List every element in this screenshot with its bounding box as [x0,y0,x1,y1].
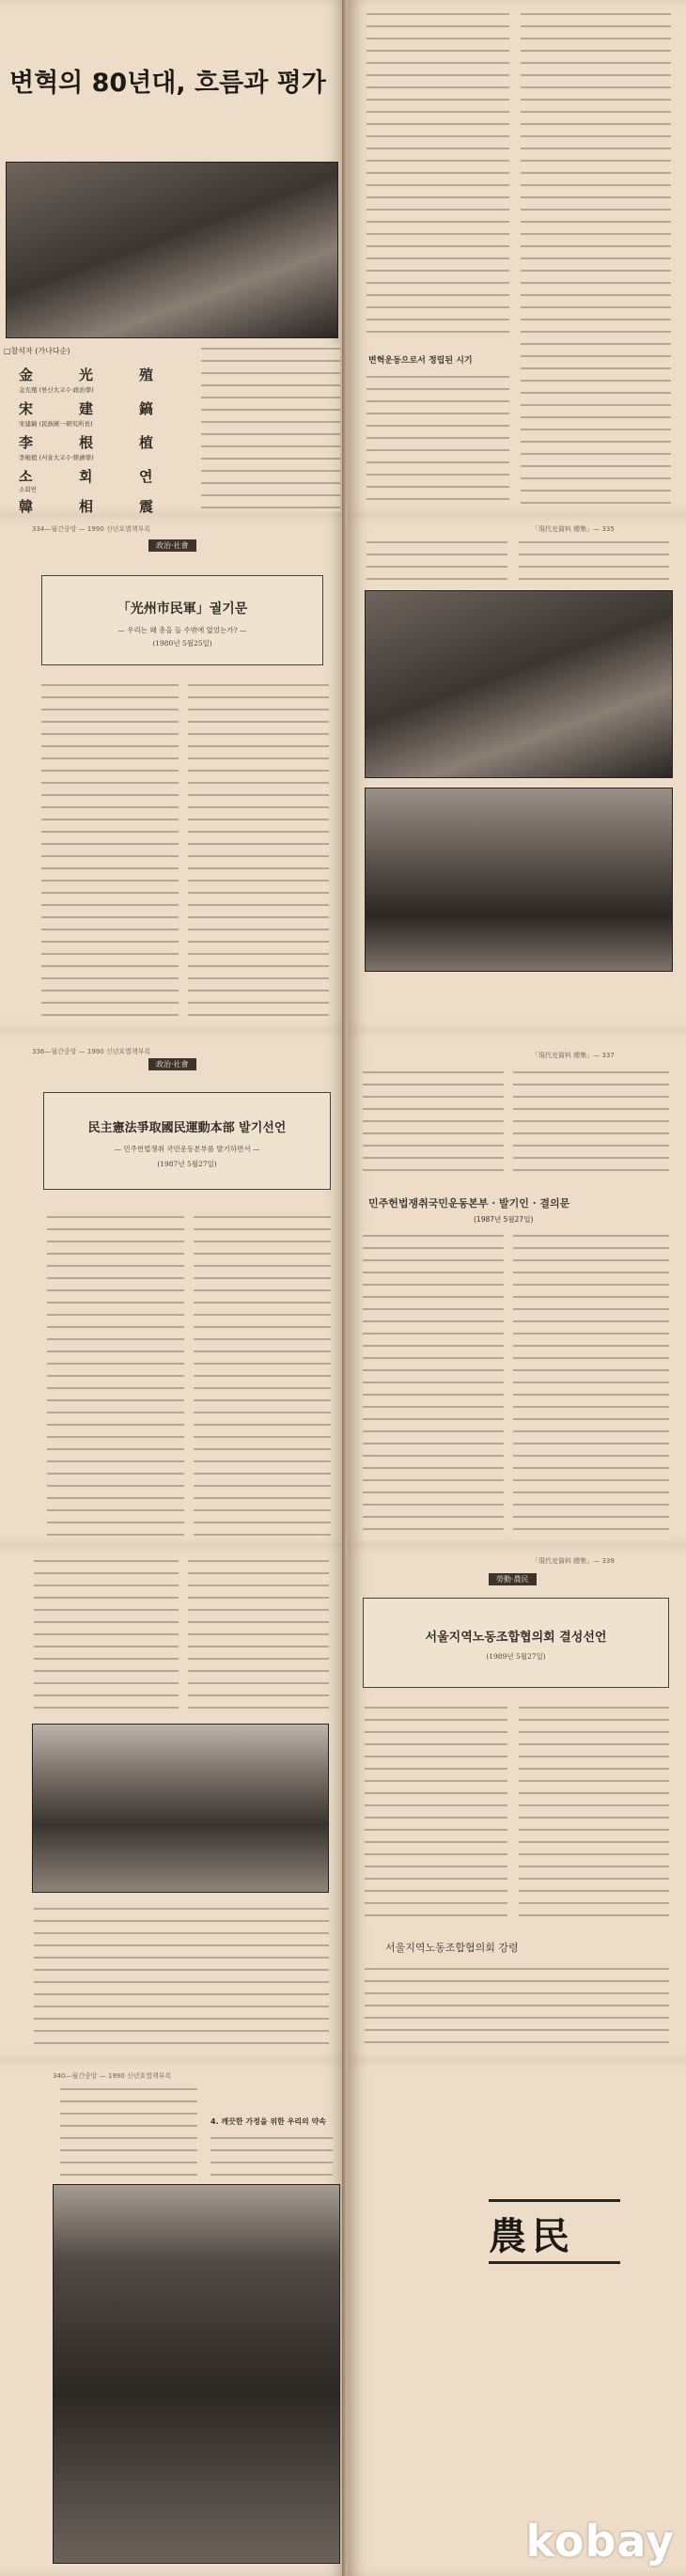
watermark: kobay [525,2516,675,2567]
heading-rule-bottom [489,2261,620,2264]
body-text [366,372,509,507]
body-text [519,538,669,581]
body-text [363,1231,504,1539]
box-subtitle: — 민주헌법쟁취 국민운동본부를 발기하면서 — [114,1145,260,1153]
box-subtitle: — 우리는 왜 총을 들 수밖에 없었는가? — [117,626,247,634]
box-title: 서울지역노동조합협의회 결성선언 [425,1631,607,1645]
right-page [348,1030,686,1545]
body-text [41,680,179,1019]
magazine-spread-2 [0,515,686,1030]
name-char: 殖 [139,367,158,383]
participants-caption [4,346,192,356]
page-header: 「現代史資料 總集」— 335 [532,525,615,533]
body-text [60,2084,197,2177]
section-tag: 政治·社會 [148,539,196,552]
section-tag: 政治·社會 [148,1058,196,1070]
name-char: 宋 [19,400,38,417]
magazine-spread-4 [0,1545,686,2060]
name-char: 相 [79,498,98,515]
page-header: 336—월간중앙 — 1990 신년호별책부록 [32,1048,151,1055]
body-text [519,1703,669,1921]
caption-line: 李根植 (서울大교수·經濟學) [19,454,94,461]
name-char: 根 [79,434,98,451]
spread1-headline: 변혁의 80년대, 흐름과 평가 [9,69,326,98]
caption-line: 金光殖 (한신大교수·政治學) [19,386,94,394]
body-text [521,9,671,507]
box-date: (1980년 5월25일) [152,639,212,648]
body-text [194,1212,331,1536]
article-title: 민주헌법쟁취국민운동본부 · 발기인 · 결의문 [368,1197,570,1210]
section-heading: 변혁운동으로서 정립된 시기 [368,356,473,366]
article-date: (1987년 5월27일) [474,1215,534,1224]
name-char: 회 [79,468,97,485]
left-page [0,1545,346,2060]
body-text [188,1556,329,1714]
magazine-spread-1 [0,0,686,515]
left-page [0,515,346,1030]
participants-names [13,361,192,515]
body-text [201,344,340,511]
name-char: 李 [19,434,38,451]
left-page [0,1030,346,1545]
page-header: 334—월간중앙 — 1990 신년호별책부록 [32,525,151,533]
chapter-heading: 農民 [489,2214,575,2258]
page-header: 「現代史資料 總集」— 337 [532,1052,615,1059]
name-char: 植 [139,434,158,451]
right-page [348,0,686,515]
section-tag: 勞動·農民 [489,1573,537,1585]
left-page [0,2060,346,2576]
body-text [34,1556,179,1714]
title-box [363,1598,669,1688]
protest-photo-top [365,590,673,778]
body-text [513,1231,669,1539]
section-heading: 서울지역노동조합협의회 강령 [385,1942,519,1954]
truck-photo-bottom [365,788,673,972]
page-header: 340—월간중앙 — 1990 신년호별책부록 [53,2072,172,2080]
name-char: 金 [19,367,38,383]
right-page [348,1545,686,2060]
name-char: 建 [79,400,98,417]
discussion-photo [6,162,338,338]
name-char: 韓 [19,498,38,515]
body-text [363,1068,504,1173]
heading-rule-top [489,2199,620,2202]
body-text [210,2133,333,2177]
rally-photo [32,1724,329,1893]
name-char: 光 [79,367,98,383]
body-text [366,9,509,342]
body-text [366,538,507,581]
right-page [348,515,686,1030]
name-char: 震 [139,498,158,515]
caption-heading: □참석자 (가나다순) [4,347,70,355]
title-box [43,1092,331,1190]
name-char: 소 [19,468,37,485]
body-text [34,1904,329,2045]
body-text [47,1212,184,1536]
name-char: 鎬 [139,400,158,417]
body-text [513,1068,669,1173]
name-char: 연 [139,468,157,485]
box-date: (1987년 5월27일) [157,1160,217,1168]
box-date: (1989년 5월27일) [486,1652,546,1661]
caption-line: 宋建鎬 (民族統一研究所長) [19,420,93,428]
magazine-spread-3 [0,1030,686,1545]
left-page [0,0,346,515]
body-text [188,680,329,1019]
title-box [41,575,323,665]
section-heading: 4. 깨끗한 가정을 위한 우리의 약속 [210,2117,326,2126]
crowd-photo [53,2184,340,2564]
body-text [365,1964,669,2051]
box-title: 民主憲法爭取國民運動本部 발기선언 [87,1121,287,1135]
right-page [348,2060,686,2576]
body-text [365,1703,507,1921]
caption-line: 소회연 [19,486,37,493]
magazine-spread-5 [0,2060,686,2576]
page-header: 「現代史資料 總集」— 339 [532,1557,615,1565]
box-title: 「光州市民軍」궐기문 [117,601,248,617]
